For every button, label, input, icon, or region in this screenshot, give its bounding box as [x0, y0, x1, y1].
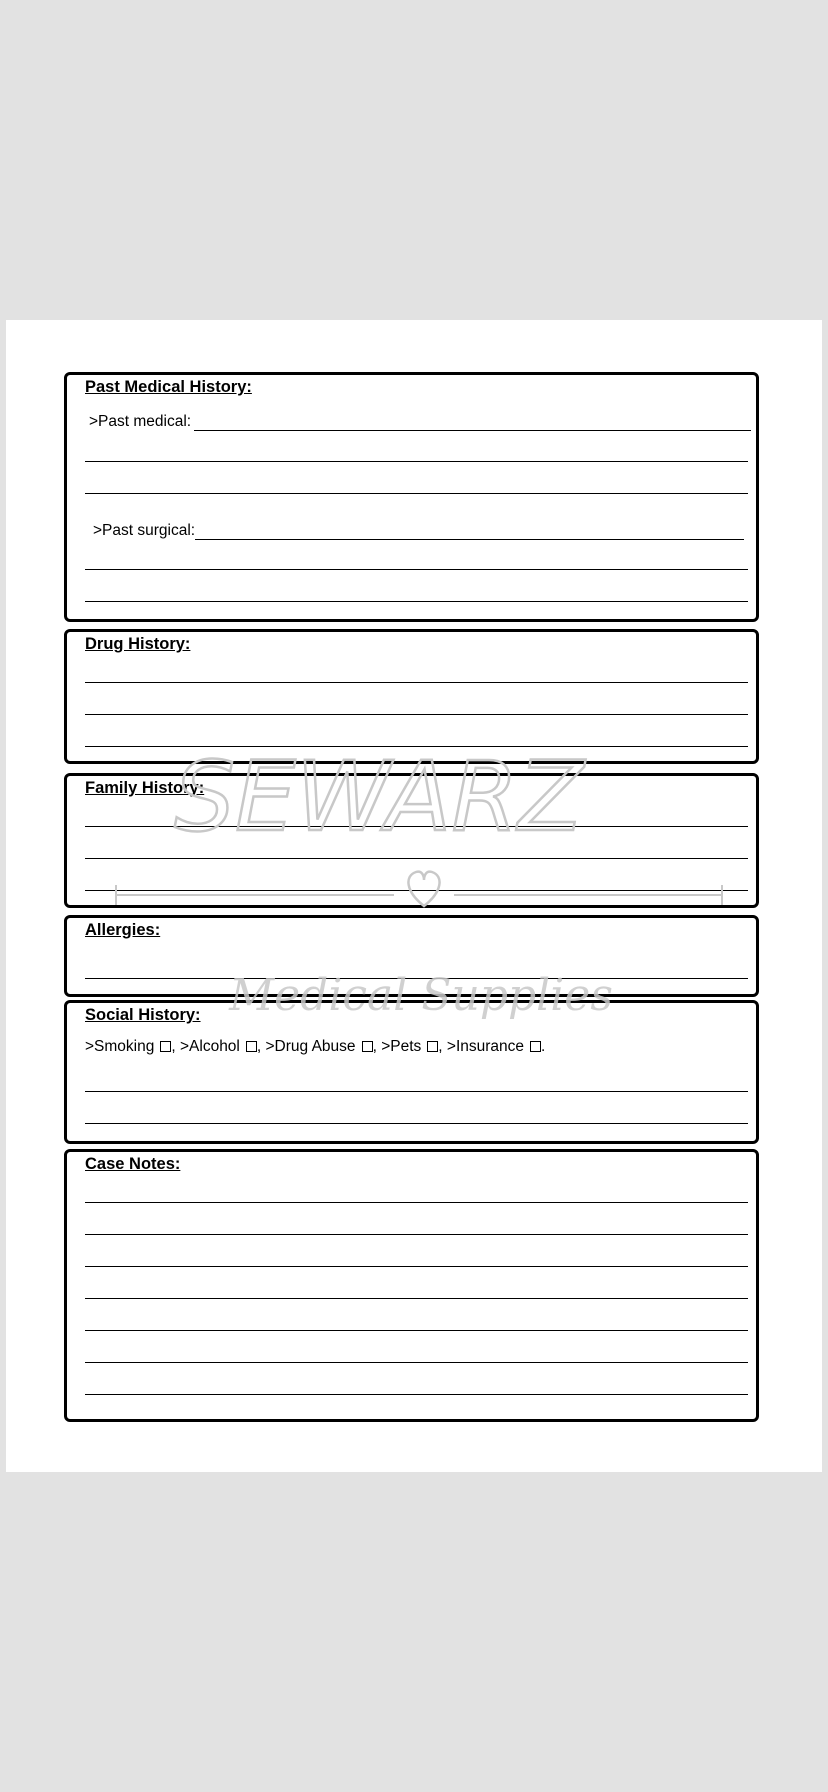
case-notes-line[interactable] — [85, 1234, 748, 1235]
past-surgical-line[interactable] — [85, 601, 748, 602]
case-notes-line[interactable] — [85, 1394, 748, 1395]
past-medical-history-section — [64, 372, 759, 622]
social-history-checklist: >Smoking , >Alcohol , >Drug Abuse , >Pets , >Insurance . — [85, 1038, 546, 1055]
case-notes-section — [64, 1149, 759, 1422]
social-history-title: Social History: — [85, 1006, 201, 1024]
allergies-section — [64, 915, 759, 997]
case-notes-line[interactable] — [85, 1362, 748, 1363]
family-history-title: Family History: — [85, 779, 205, 797]
past-medical-line[interactable] — [85, 493, 748, 494]
pets-label: >Pets — [381, 1038, 422, 1055]
drug-history-line[interactable] — [85, 682, 748, 683]
case-notes-title: Case Notes: — [85, 1155, 181, 1173]
past-surgical-label: >Past surgical: — [93, 522, 196, 539]
family-history-line[interactable] — [85, 858, 748, 859]
insurance-label: >Insurance — [446, 1038, 525, 1055]
smoking-checkbox[interactable] — [160, 1041, 171, 1052]
drug-history-line[interactable] — [85, 746, 748, 747]
case-notes-line[interactable] — [85, 1298, 748, 1299]
allergies-title: Allergies: — [85, 921, 161, 939]
allergies-line[interactable] — [85, 978, 748, 979]
past-medical-history-title: Past Medical History: — [85, 378, 252, 396]
family-history-line[interactable] — [85, 890, 748, 891]
past-surgical-line[interactable] — [195, 539, 744, 540]
case-notes-line[interactable] — [85, 1202, 748, 1203]
watermark-brand-text: SEWARZ — [174, 741, 584, 853]
case-notes-line[interactable] — [85, 1266, 748, 1267]
insurance-checkbox[interactable] — [530, 1041, 541, 1052]
past-medical-line[interactable] — [85, 461, 748, 462]
social-history-line[interactable] — [85, 1091, 748, 1092]
pets-checkbox[interactable] — [427, 1041, 438, 1052]
drug-abuse-label: >Drug Abuse — [265, 1038, 356, 1055]
smoking-label: >Smoking — [85, 1038, 155, 1055]
drug-abuse-checkbox[interactable] — [362, 1041, 373, 1052]
social-history-section — [64, 1000, 759, 1144]
drug-history-line[interactable] — [85, 714, 748, 715]
drug-history-title: Drug History: — [85, 635, 191, 653]
watermark-tagline-text: Medical Supplies — [229, 970, 613, 1021]
past-medical-line[interactable] — [194, 430, 751, 431]
drug-history-section — [64, 629, 759, 764]
past-medical-label: >Past medical: — [89, 413, 192, 430]
case-notes-line[interactable] — [85, 1330, 748, 1331]
family-history-line[interactable] — [85, 826, 748, 827]
form-page — [6, 320, 822, 1472]
past-surgical-line[interactable] — [85, 569, 748, 570]
alcohol-label: >Alcohol — [179, 1038, 240, 1055]
alcohol-checkbox[interactable] — [246, 1041, 257, 1052]
family-history-section — [64, 773, 759, 908]
social-history-line[interactable] — [85, 1123, 748, 1124]
